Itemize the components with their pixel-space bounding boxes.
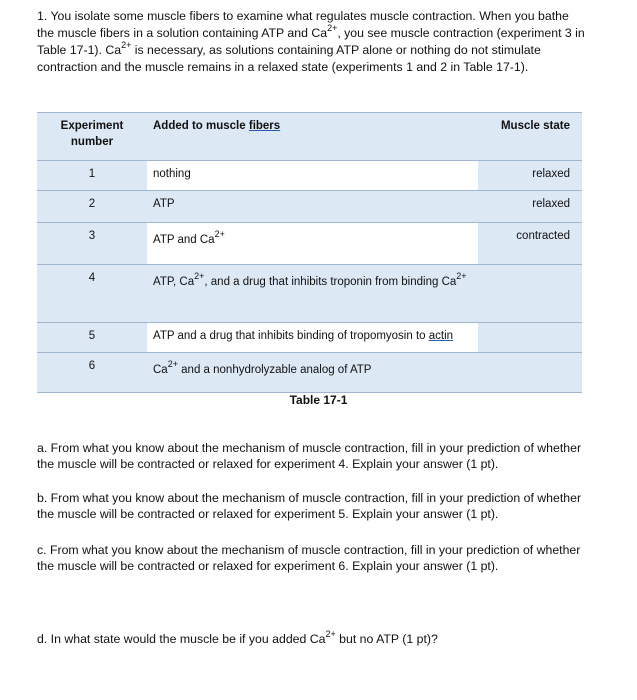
added-substances [147, 161, 478, 191]
added-substances [147, 353, 478, 393]
text-segment: ATP and a drug that inhibits binding of tropomyosin to [153, 330, 429, 342]
superscript: 2+ [214, 229, 225, 239]
experiment-number: 5 [37, 323, 147, 353]
superscript: 2+ [167, 359, 178, 369]
text-segment: ATP and Ca [153, 234, 215, 246]
experiment-number: 2 [37, 191, 147, 223]
text-segment: is necessary, as solutions containing ATP alone or nothing do not stimulate contraction and the muscle remains in a relaxed state (experiments 1 and 2 in Table 17-1). [37, 43, 541, 74]
superscript: 2+ [327, 23, 338, 33]
question-b [37, 490, 587, 522]
question-c [37, 542, 587, 574]
table-row [37, 161, 582, 191]
table-header-row [37, 113, 582, 161]
text-segment: nothing [153, 168, 191, 180]
text-segment: a. From what you know about the mechanism of muscle contraction, fill in your prediction of whether the muscle will be contracted or relaxed for experiment 4. Explain your answer (1 pt). [37, 441, 582, 471]
text-segment: , and a drug that inhibits troponin from binding Ca [204, 276, 457, 288]
question-a [37, 440, 587, 472]
text-segment: c. From what you know about the mechanism of muscle contraction, fill in your prediction of whether the muscle will be contracted or relaxed for experiment 6. Explain your answer (1 pt). [37, 543, 581, 573]
table-row [37, 353, 582, 393]
text-segment: , you see muscle contraction (experiment 3 in Table 17-1). Ca [37, 26, 585, 57]
data-table [37, 112, 582, 393]
added-substances [147, 323, 478, 353]
experiment-number: 3 [37, 223, 147, 265]
added-substances [147, 265, 478, 323]
text-segment: but no ATP (1 pt)? [335, 632, 438, 646]
table-row [37, 323, 582, 353]
superscript: 2+ [194, 271, 205, 281]
table-row [37, 223, 582, 265]
text-segment: and a nonhydrolyzable analog of ATP [177, 364, 372, 376]
muscle-state [478, 353, 582, 393]
superscript: 2+ [121, 40, 132, 50]
header-experiment: Experiment number [60, 120, 124, 148]
intro-paragraph [37, 8, 587, 76]
table-row [37, 191, 582, 223]
experiment-number: 6 [37, 353, 147, 393]
muscle-state [478, 323, 582, 353]
table-caption: Table 17-1 [289, 393, 348, 407]
text-segment: ATP [153, 198, 175, 210]
text-segment: d. In what state would the muscle be if you added Ca [37, 632, 326, 646]
muscle-state: relaxed [478, 161, 582, 191]
experiment-number: 1 [37, 161, 147, 191]
added-substances [147, 191, 478, 223]
muscle-state: relaxed [478, 191, 582, 223]
header-state: Muscle state [500, 120, 570, 132]
superscript: 2+ [325, 629, 336, 639]
text-segment: Ca [153, 364, 168, 376]
muscle-state: contracted [478, 223, 582, 265]
table-row [37, 265, 582, 323]
header-added: Added to muscle fibers [153, 120, 281, 132]
superscript: 2+ [456, 271, 467, 281]
muscle-state [478, 265, 582, 323]
added-substances [147, 223, 478, 265]
text-segment: ATP, Ca [153, 276, 195, 288]
text-segment: 1. You isolate some muscle fibers to examine what regulates muscle contraction. When you bathe the muscle fibers in a solution containing ATP and Ca [37, 9, 569, 40]
experiment-number: 4 [37, 265, 147, 323]
question-d [37, 631, 587, 647]
text-segment: b. From what you know about the mechanism of muscle contraction, fill in your prediction of whether the muscle will be contracted or relaxed for experiment 5. Explain your answer (1 pt). [37, 491, 582, 521]
text-segment: actin [428, 330, 454, 342]
